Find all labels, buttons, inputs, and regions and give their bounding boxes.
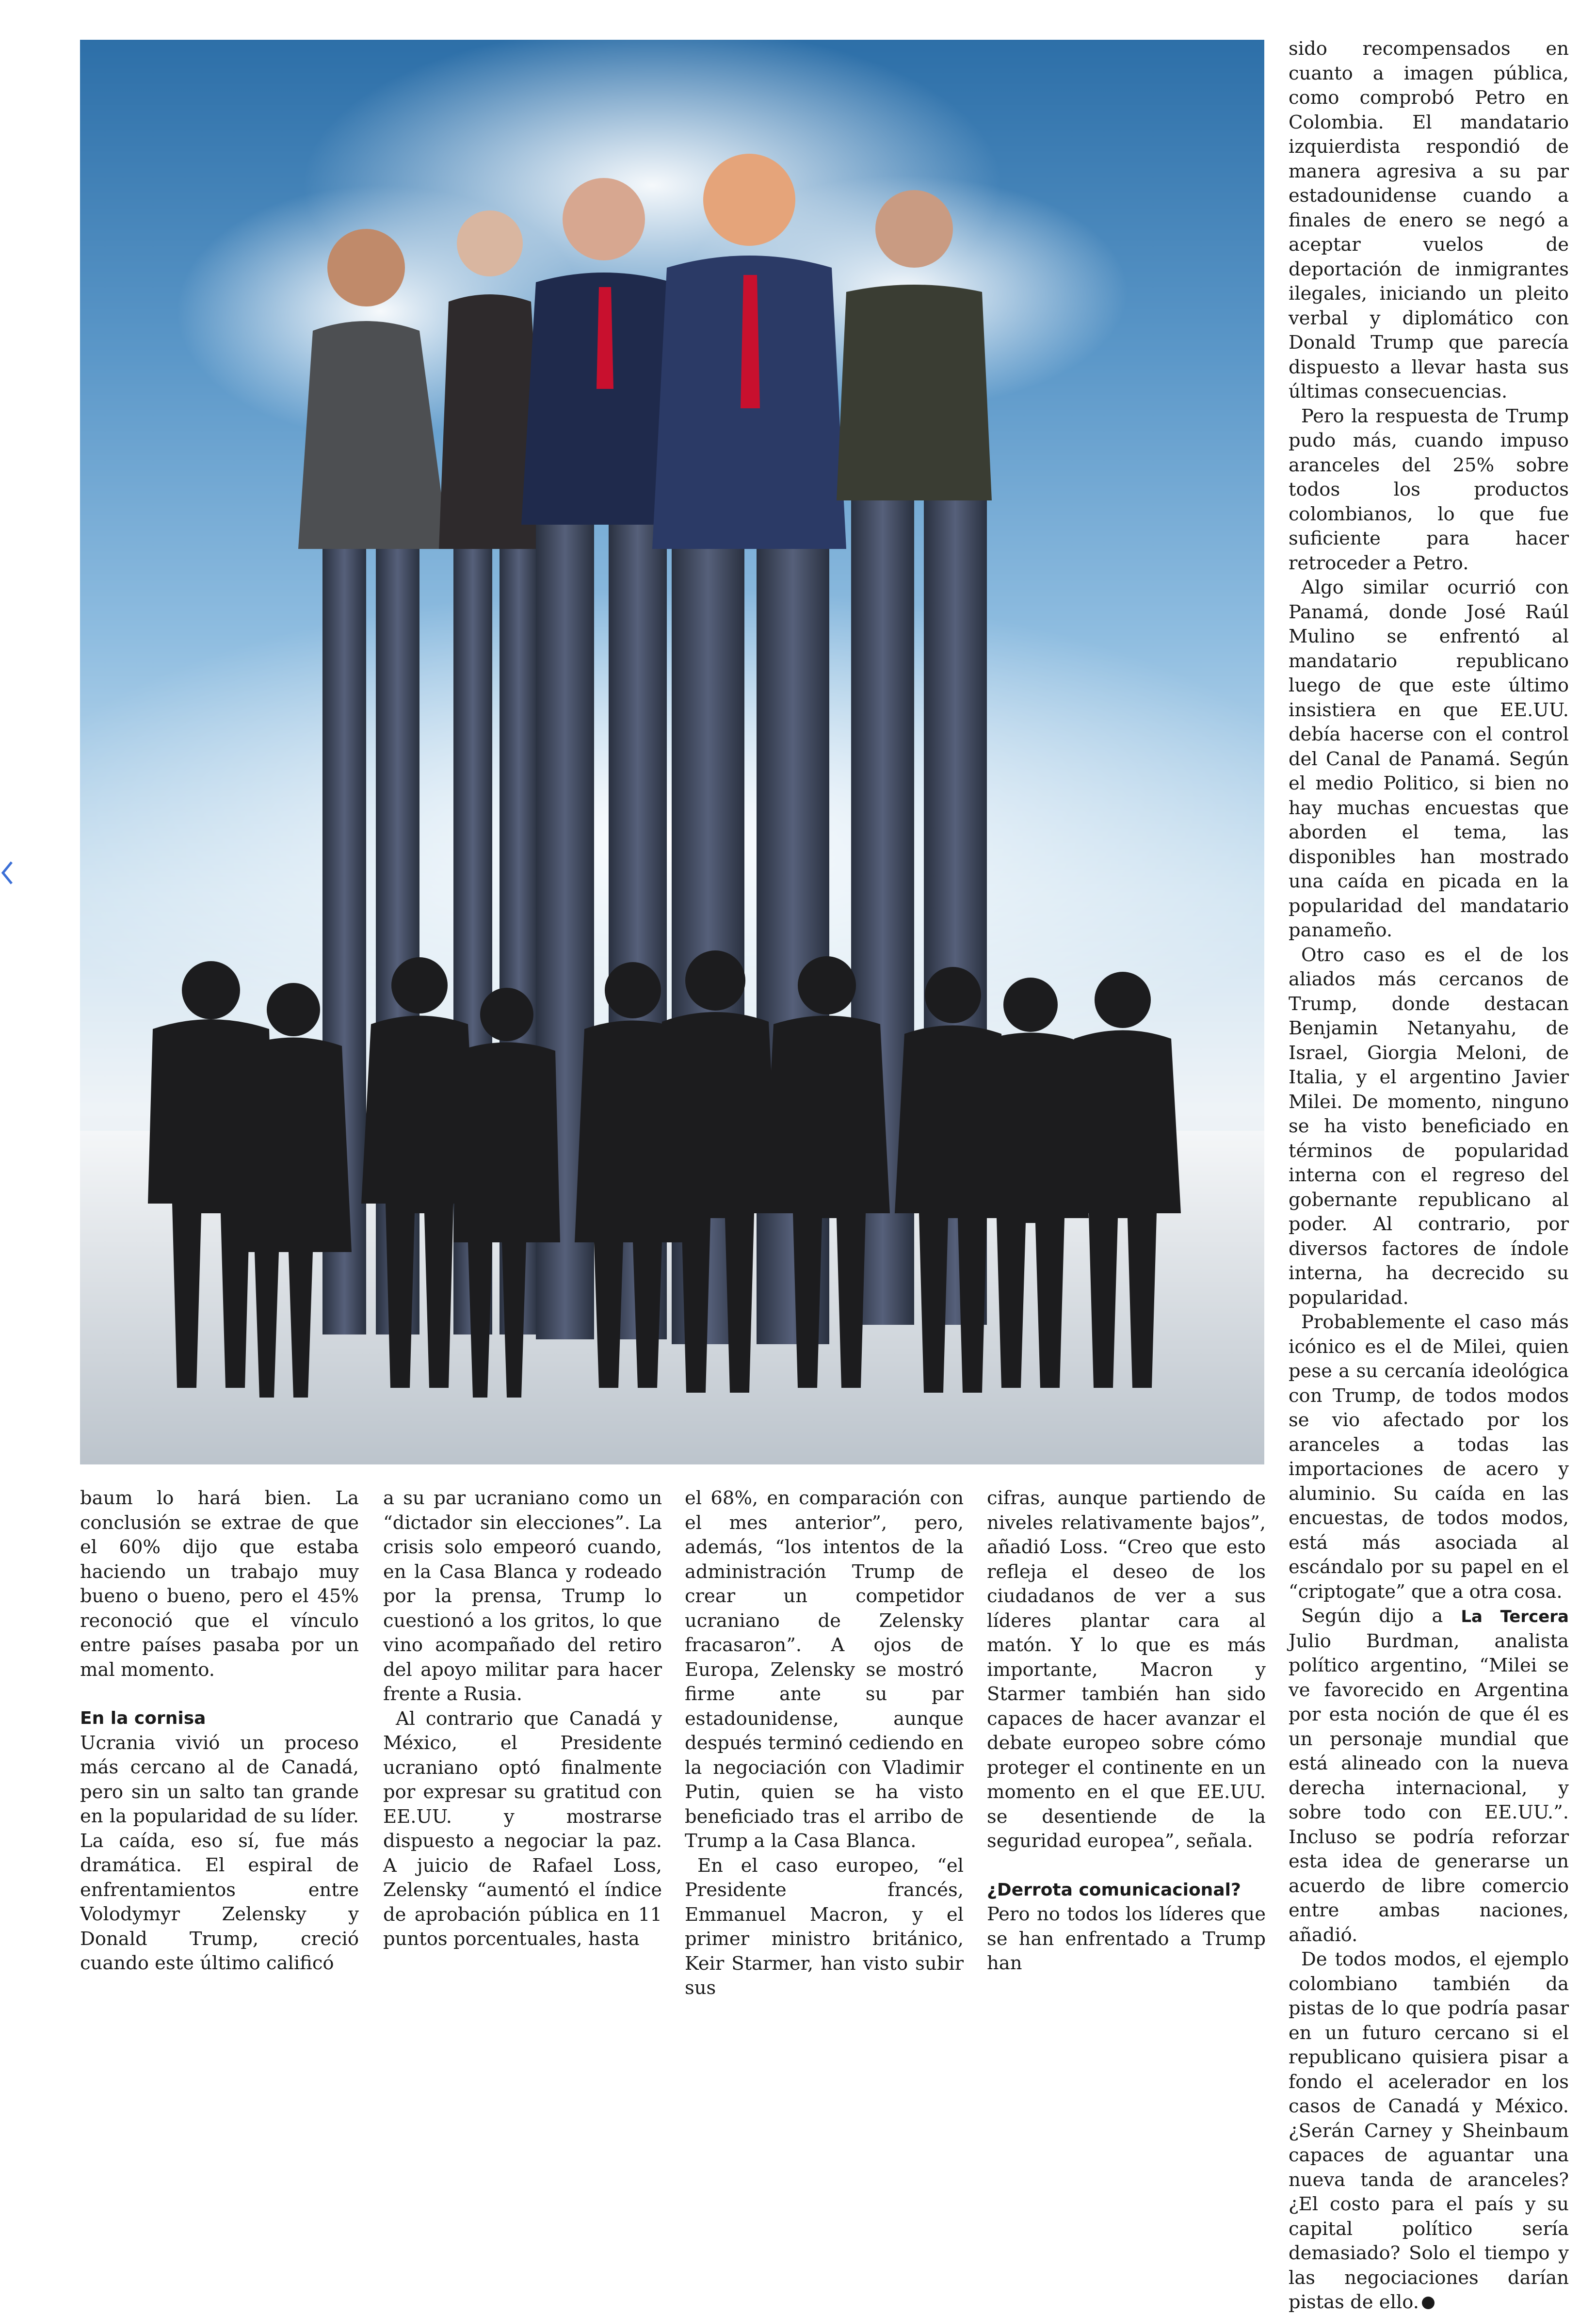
paragraph: Algo similar ocurrió con Panamá, donde José Raúl Mulino se enfrentó al mandatario republicano luego de que este último insistiera en que EE.UU. debía hacerse con el control del Canal de Panamá. Según el medio Politico, si bien no hay muchas encuestas que aborden el tema, las disponibles han mostrado una caída en picada en la popularidad del mandatario panameño. [1289, 577, 1569, 941]
paragraph: Pero no todos los líderes que se han enfrentado a Trump han [987, 1903, 1266, 1974]
paragraph: Al contrario que Canadá y México, el Presidente ucraniano optó finalmente por expresar su gratitud con EE.UU. y mostrarse dispuesto a negociar la paz. A juicio de Rafael Loss, Zelensky “aumentó el índice de aprobación pública en 11 puntos porcentuales, hasta [383, 1707, 662, 1950]
text-span: De todos modos, el ejemplo colombiano también da pistas de lo que podría pasar en un futuro cercano si el republicano quisiera pisar a fondo el acelerador en los casos de Canadá y México. ¿Serán Carney y Sheinbaum capaces de aguantar una nueva tanda de aranceles? ¿El costo para el país y su capital político sería demasiado? Solo el tiempo y las negociaciones darían pistas de ello. [1289, 1948, 1569, 2313]
paragraph: Pero la respuesta de Trump pudo más, cuando impuso aranceles del 25% sobre todos los productos colombianos, lo que fue suficiente para hacer retroceder a Petro. [1289, 405, 1569, 574]
article-column-right [1289, 37, 1569, 2315]
illustration-artwork [80, 40, 1264, 1464]
text-span: Julio Burdman, analista político argentino, “Milei se ve favorecido en Argentina por esta noción de que él es un personaje mundial que está alineado con la nueva derecha internacional, y sobre todo con EE.UU.”. Incluso se podría reforzar esta idea de generarse un acuerdo de libre comercio entre ambas naciones, añadió. [1289, 1630, 1569, 1946]
paragraph: el 68%, en comparación con el mes anterior”, pero, además, “los intentos de la administración Trump de crear un competidor ucraniano de Zelensky fracasaron”. A ojos de Europa, Zelensky se mostró firme ante su par estadounidense, aunque después terminó cediendo en la negociación con Vladimir Putin, quien se ha visto beneficiado tras el arribo de Trump a la Casa Blanca. [685, 1487, 964, 1852]
article-column-2 [383, 1486, 662, 1952]
section-heading: En la cornisa [80, 1708, 206, 1728]
chevron-left-icon[interactable] [0, 858, 15, 887]
paragraph: cifras, aunque partiendo de niveles relativamente bajos”, añadió Loss. “Creo que esto refleja el deseo de los ciudadanos de ver a sus líderes plantar cara al matón. Y lo que es más importante, Macron y Starmer también han sido capaces de hacer avanzar el debate europeo sobre cómo proteger el continente en un momento en el que EE.UU. se desentiende de la seguridad europea”, señala. [987, 1487, 1266, 1852]
article-column-3 [685, 1486, 964, 2001]
paragraph: sido recompensados en cuanto a imagen pública, como comprobó Petro en Colombia. El mandatario izquierdista respondió de manera agresiva a su par estadounidense cuando a finales de enero se negó a aceptar vuelos de deportación de inmigrantes ilegales, iniciando un pleito verbal y diplomático con Donald Trump que parecía dispuesto a llevar hasta sus últimas consecuencias. [1289, 38, 1569, 402]
paragraph: baum lo hará bien. La conclusión se extrae de que el 60% dijo que estaba haciendo un trabajo muy bueno o bueno, pero el 45% reconoció que el vínculo entre países pasaba por un mal momento. [80, 1487, 359, 1681]
end-mark-icon [1422, 2297, 1435, 2309]
paragraph: Otro caso es el de los aliados más cercanos de Trump, donde destacan Benjamin Netanyahu, de Israel, Giorgia Meloni, de Italia, y el argentino Javier Milei. De momento, ninguno se ha visto beneficiado en términos de popularidad interna con el regreso del gobernante republicano al poder. Al contrario, por diversos factores de índole interna, ha decrecido su popularidad. [1289, 944, 1569, 1309]
paragraph [1289, 1604, 1569, 1947]
paragraph: Ucrania vivió un proceso más cercano al de Canadá, pero sin un salto tan grande en la popularidad de su líder. La caída, eso sí, fue más dramática. El espiral de enfrentamientos entre Volodymyr Zelensky y Donald Trump, creció cuando este último calificó [80, 1732, 359, 1974]
paragraph: En el caso europeo, “el Presidente francés, Emmanuel Macron, y el primer ministro británico, Keir Starmer, han visto subir sus [685, 1854, 964, 1999]
article-column-1 [80, 1486, 359, 1976]
text-span: Según dijo a [1301, 1605, 1443, 1627]
article-column-4 [987, 1486, 1266, 1976]
paragraph [1289, 1947, 1569, 2315]
publication-name: La Tercera [1461, 1607, 1569, 1626]
editorial-illustration [80, 40, 1264, 1464]
section-heading: ¿Derrota comunicacional? [987, 1880, 1241, 1900]
paragraph: a su par ucraniano como un “dictador sin elecciones”. La crisis solo empeoró cuando, en la Casa Blanca y rodeado por la prensa, Trump lo cuestionó a los gritos, lo que vino acompañado del retiro del apoyo militar para hacer frente a Rusia. [383, 1487, 662, 1705]
paragraph: Probablemente el caso más icónico es el de Milei, quien pese a su cercanía ideológica con Trump, de todos modos se vio afectado por los aranceles a todas las importaciones de acero y aluminio. Su caída en las encuestas, de todos modos, está más asociada al escándalo por su papel en el “criptogate” que a otra cosa. [1289, 1311, 1569, 1603]
